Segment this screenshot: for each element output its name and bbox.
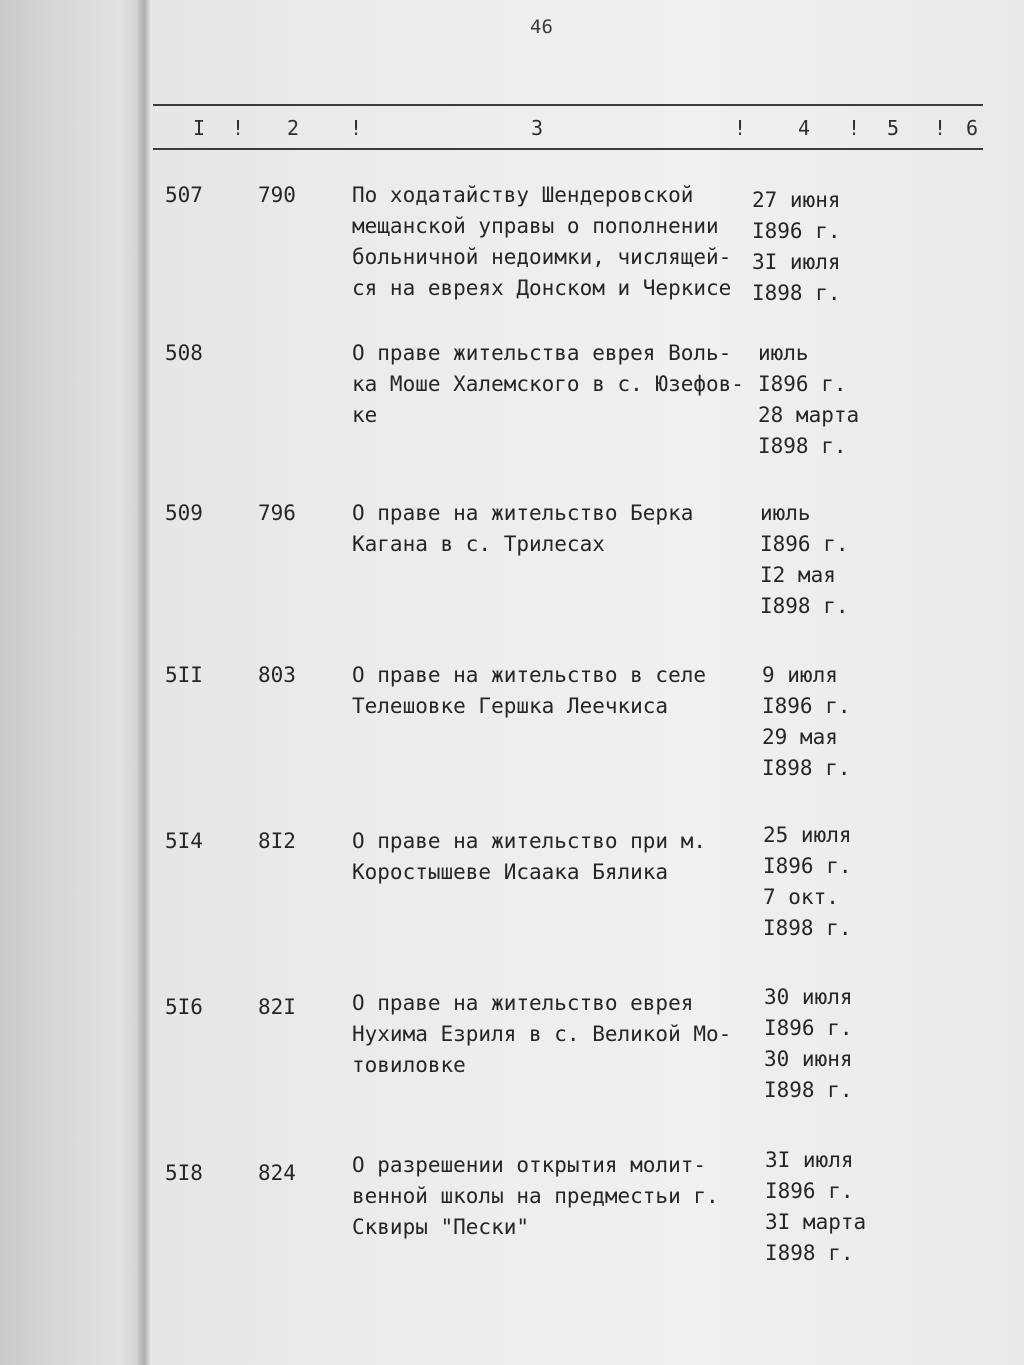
header-separator: ! xyxy=(934,116,947,140)
binding-fold xyxy=(138,0,152,1365)
description-line: больничной недоимки, числящей- xyxy=(352,245,732,269)
page-number: 46 xyxy=(530,16,553,38)
row-file-number: 824 xyxy=(258,1161,296,1185)
date-line: I896 г. xyxy=(764,1016,853,1040)
description-line: мещанской управы о пополнении xyxy=(352,214,719,238)
row-number: 5II xyxy=(165,663,203,687)
date-line: 7 окт. xyxy=(763,885,839,909)
row-number: 507 xyxy=(165,183,203,207)
row-description xyxy=(352,338,744,431)
description-line: По ходатайству Шендеровской xyxy=(352,183,694,207)
header-col-2: 2 xyxy=(287,116,300,140)
date-line: I898 г. xyxy=(763,916,852,940)
row-number: 5I8 xyxy=(165,1161,203,1185)
row-description xyxy=(352,1150,719,1243)
date-line: I2 мая xyxy=(760,563,836,587)
row-number: 5I6 xyxy=(165,995,203,1019)
date-line: 28 марта xyxy=(758,403,860,427)
row-description xyxy=(352,180,731,304)
description-line: Телешовке Гершка Леечкиса xyxy=(352,694,669,718)
description-line: Сквиры "Пески" xyxy=(352,1215,530,1239)
description-line: ка Моше Халемского в с. Юзефов- xyxy=(352,372,744,396)
row-file-number: 82I xyxy=(258,995,296,1019)
date-line: 3I июля xyxy=(752,250,841,274)
date-line: I896 г. xyxy=(752,219,841,243)
date-line: I898 г. xyxy=(752,281,841,305)
row-description xyxy=(352,660,706,722)
row-number: 508 xyxy=(165,341,203,365)
date-line: 3I июля xyxy=(765,1148,854,1172)
row-file-number: 790 xyxy=(258,183,296,207)
date-line: I898 г. xyxy=(765,1241,854,1265)
date-line: I896 г. xyxy=(765,1179,854,1203)
header-col-5: 5 xyxy=(887,116,900,140)
date-line: I898 г. xyxy=(760,594,849,618)
row-dates xyxy=(764,982,853,1106)
date-line: июль xyxy=(760,501,811,525)
header-col-3: 3 xyxy=(531,116,544,140)
row-description xyxy=(352,498,693,560)
row-number: 5I4 xyxy=(165,829,203,853)
row-file-number: 8I2 xyxy=(258,829,296,853)
date-line: 3I марта xyxy=(765,1210,867,1234)
date-line: I898 г. xyxy=(758,434,847,458)
row-dates xyxy=(762,660,851,784)
header-col-4: 4 xyxy=(798,116,811,140)
date-line: 30 июля xyxy=(764,985,853,1009)
date-line: 27 июня xyxy=(752,188,841,212)
header-separator: ! xyxy=(350,116,363,140)
description-line: ся на евреях Донском и Черкисе xyxy=(352,276,732,300)
header-separator: ! xyxy=(848,116,861,140)
row-number: 509 xyxy=(165,501,203,525)
description-line: Нухима Езриля в с. Великой Мо- xyxy=(352,1022,732,1046)
date-line: I896 г. xyxy=(762,694,851,718)
description-line: О праве на жительство еврея xyxy=(352,991,694,1015)
description-line: товиловке xyxy=(352,1053,466,1077)
description-line: ке xyxy=(352,403,378,427)
description-line: О праве на жительство при м. xyxy=(352,829,707,853)
date-line: 9 июля xyxy=(762,663,838,687)
row-dates xyxy=(763,820,852,944)
header-top-rule xyxy=(153,104,983,106)
date-line: июль xyxy=(758,341,809,365)
date-line: 29 мая xyxy=(762,725,838,749)
description-line: О праве на жительство в селе xyxy=(352,663,707,687)
header-col-6: 6 xyxy=(966,116,979,140)
row-description xyxy=(352,988,731,1081)
description-line: О праве на жительство Берка xyxy=(352,501,694,525)
date-line: 30 июня xyxy=(764,1047,853,1071)
row-description xyxy=(352,826,706,888)
header-col-1: I xyxy=(193,116,206,140)
description-line: О праве жительства еврея Воль- xyxy=(352,341,732,365)
row-dates xyxy=(765,1145,866,1269)
row-dates xyxy=(760,498,849,622)
header-separator: ! xyxy=(734,116,747,140)
header-separator: ! xyxy=(232,116,245,140)
description-line: О разрешении открытия молит- xyxy=(352,1153,707,1177)
description-line: Кагана в с. Трилесах xyxy=(352,532,605,556)
description-line: Коростышеве Исаака Бялика xyxy=(352,860,669,884)
row-dates xyxy=(758,338,859,462)
date-line: I898 г. xyxy=(762,756,851,780)
row-file-number: 803 xyxy=(258,663,296,687)
header-bottom-rule xyxy=(153,148,983,150)
row-file-number: 796 xyxy=(258,501,296,525)
date-line: I896 г. xyxy=(763,854,852,878)
description-line: венной школы на предместьи г. xyxy=(352,1184,719,1208)
row-dates xyxy=(752,185,841,309)
date-line: I896 г. xyxy=(760,532,849,556)
date-line: I896 г. xyxy=(758,372,847,396)
date-line: 25 июля xyxy=(763,823,852,847)
date-line: I898 г. xyxy=(764,1078,853,1102)
